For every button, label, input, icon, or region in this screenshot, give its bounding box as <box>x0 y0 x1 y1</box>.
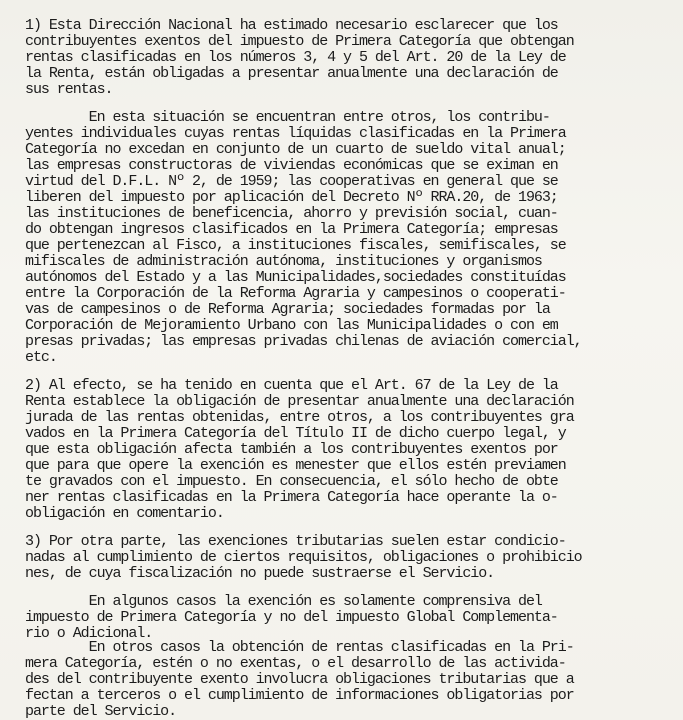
text-line: mifiscales de administración autónoma, instituciones y organismos <box>25 253 542 270</box>
text-line: yentes individuales cuyas rentas líquidas clasificadas en la Primera <box>25 125 566 142</box>
text-line: te gravados con el impuesto. En consecuencia, el sólo hecho de obte <box>25 473 558 490</box>
text-line: des del contribuyente exento involucra obligaciones tributarias que a <box>25 671 574 688</box>
text-line: jurada de las rentas obtenidas, entre otros, a los contribuyentes gra <box>25 409 574 426</box>
text-line: ner rentas clasificadas en la Primera Categoría hace operante la o- <box>25 489 558 506</box>
text-line: vados en la Primera Categoría del Título II de dicho cuerpo legal, y <box>25 425 566 442</box>
text-line: nes, de cuya fiscalización no puede sustraerse el Servicio. <box>25 565 495 582</box>
text-line: vas de campesinos o de Reforma Agraria; sociedades formadas por la <box>25 301 550 318</box>
text-line: fectan a terceros o el cumplimiento de informaciones obligatorias por <box>25 687 574 704</box>
text-line: sus rentas. <box>25 81 113 98</box>
text-line: que para que opere la exención es menester que ellos estén previamen <box>25 457 566 474</box>
text-line: rio o Adicional. <box>25 625 153 642</box>
text-line: que pertenezcan al Fisco, a instituciones fiscales, semifiscales, se <box>25 237 566 254</box>
text-line: parte del Servicio. <box>25 703 177 720</box>
text-line: En esta situación se encuentran entre otros, los contribu- <box>25 109 550 126</box>
text-line: mera Categoría, estén o no exentas, o el desarrollo de las activida- <box>25 655 566 672</box>
text-line: nadas al cumplimiento de ciertos requisitos, obligaciones o prohibicio <box>25 549 582 566</box>
text-line: do obtengan ingresos clasificados en la Primera Categoría; empresas <box>25 221 558 238</box>
text-line: contribuyentes exentos del impuesto de Primera Categoría que obtengan <box>25 33 574 50</box>
text-line: 3) Por otra parte, las exenciones tributarias suelen estar condicio- <box>25 533 566 550</box>
text-line: las instituciones de beneficencia, ahorro y previsión social, cuan- <box>25 205 558 222</box>
text-line: liberen del impuesto por aplicación del Decreto Nº RRA.20, de 1963; <box>25 189 558 206</box>
text-line: las empresas constructoras de viviendas económicas que se eximan en <box>25 157 558 174</box>
text-line: autónomos del Estado y a las Municipalidades,sociedades constituídas <box>25 269 566 286</box>
text-line: rentas clasificadas en los números 3, 4 y 5 del Art. 20 de la Ley de <box>25 49 566 66</box>
text-line: En otros casos la obtención de rentas clasificadas en la Pri- <box>25 639 574 656</box>
text-line: obligación en comentario. <box>25 505 224 522</box>
text-line: Renta establece la obligación de presentar anualmente una declaración <box>25 393 574 410</box>
text-line: impuesto de Primera Categoría y no del impuesto Global Complementa- <box>25 609 558 626</box>
text-line: la Renta, están obligadas a presentar anualmente una declaración de <box>25 65 558 82</box>
text-line: 2) Al efecto, se ha tenido en cuenta que el Art. 67 de la Ley de la <box>25 377 558 394</box>
text-line: entre la Corporación de la Reforma Agraria y campesinos o cooperati- <box>25 285 566 302</box>
text-line: etc. <box>25 349 57 366</box>
text-line: Categoría no excedan en conjunto de un cuarto de sueldo vital anual; <box>25 141 566 158</box>
text-line: presas privadas; las empresas privadas chilenas de aviación comercial, <box>25 333 582 350</box>
text-line: virtud del D.F.L. Nº 2, de 1959; las cooperativas en general que se <box>25 173 558 190</box>
text-line: 1) Esta Dirección Nacional ha estimado necesario esclarecer que los <box>25 17 558 34</box>
text-line: que esta obligación afecta también a los contribuyentes exentos por <box>25 441 558 458</box>
text-line: En algunos casos la exención es solamente comprensiva del <box>25 593 542 610</box>
text-line: Corporación de Mejoramiento Urbano con las Municipalidades o con em <box>25 317 558 334</box>
